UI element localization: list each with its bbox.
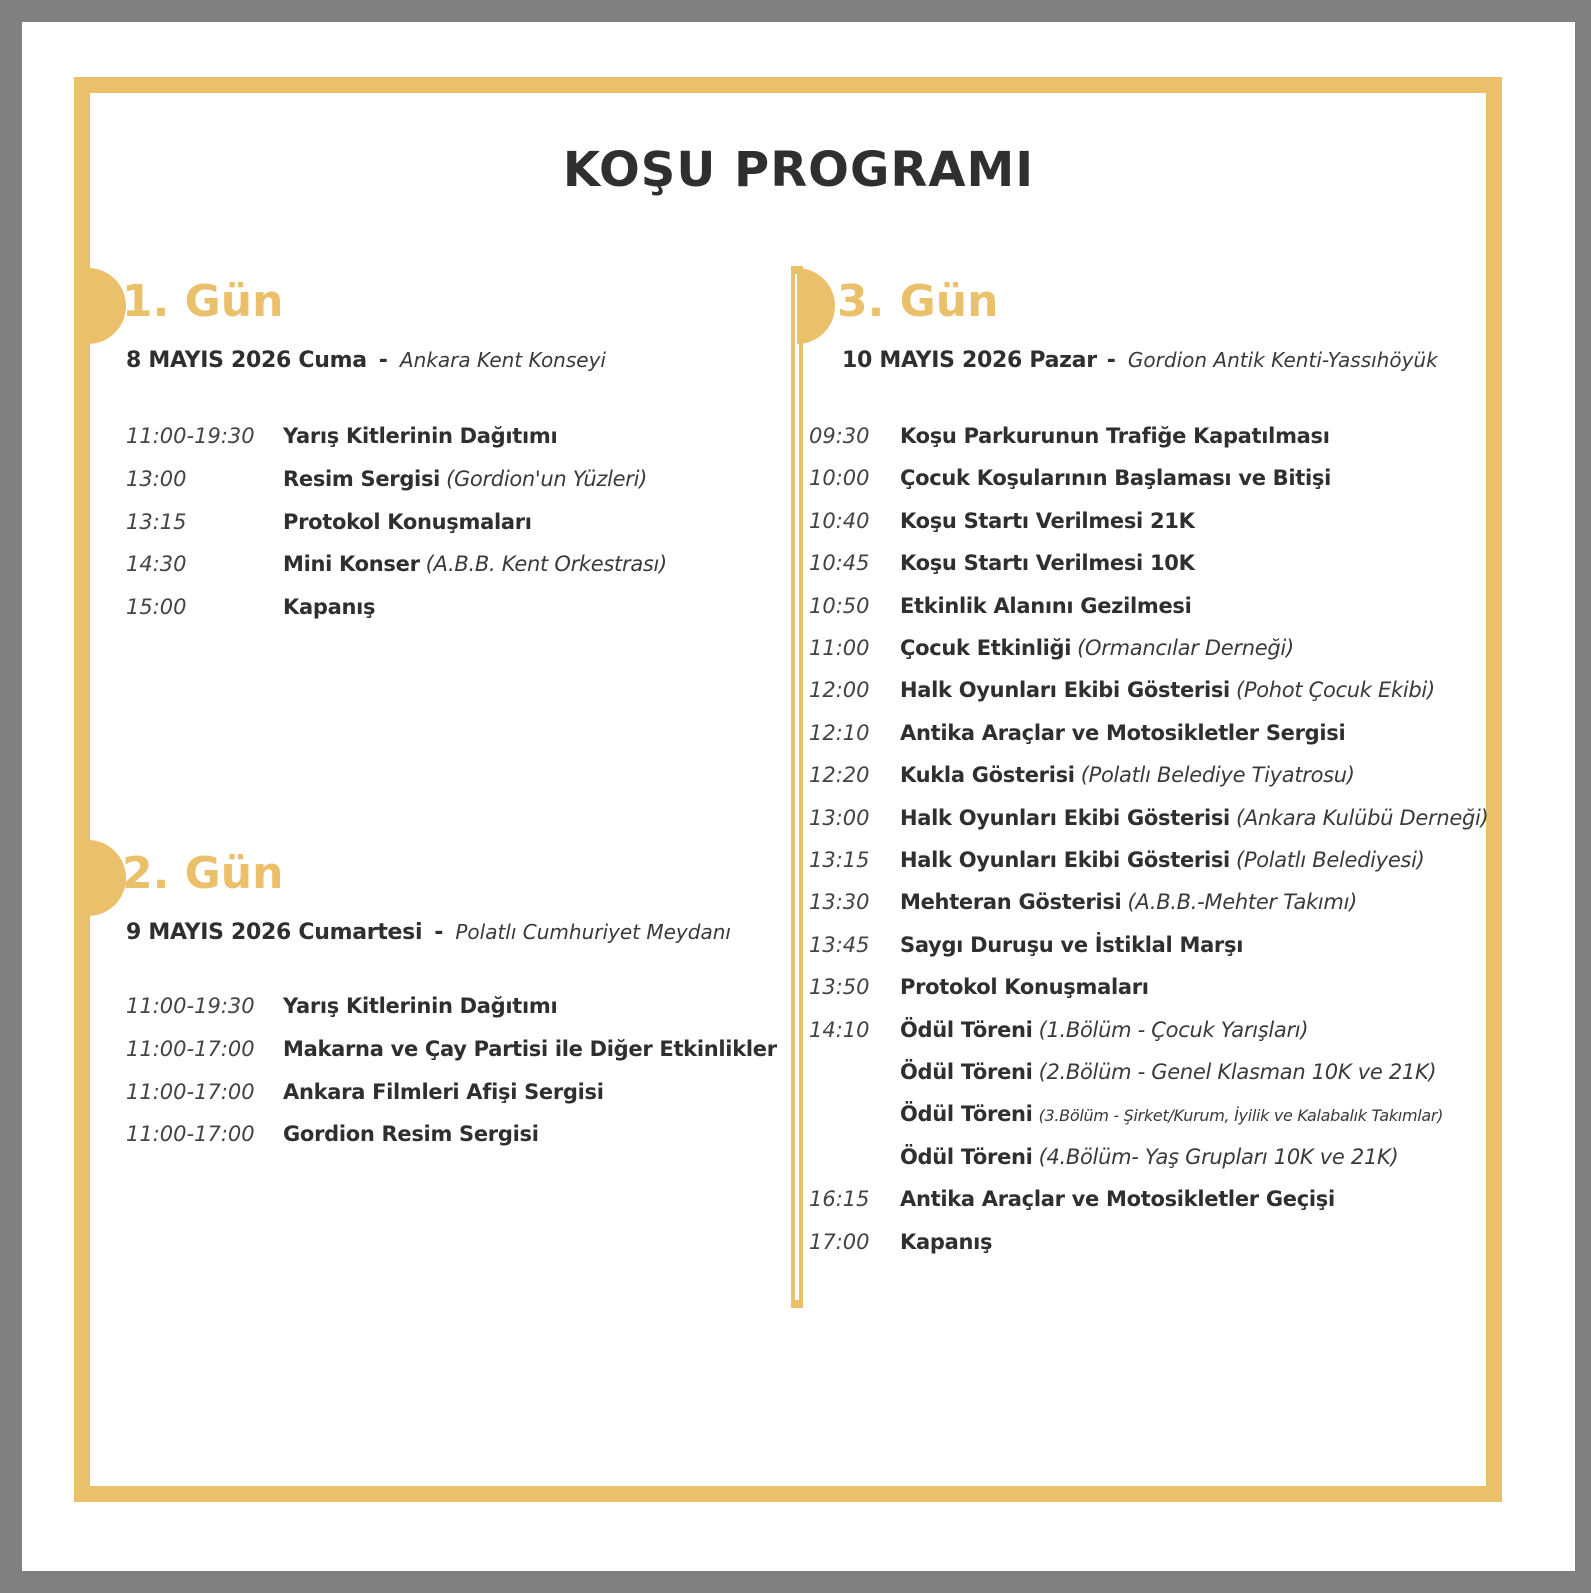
schedule-event (283, 1037, 777, 1061)
schedule-event (900, 636, 1294, 660)
day-3-subtitle (842, 348, 1438, 373)
schedule-event (900, 848, 1425, 872)
day-2-separator: - (434, 920, 444, 945)
column-divider-inner (795, 274, 799, 1300)
schedule-event (900, 933, 1243, 957)
schedule-event (900, 594, 1192, 618)
schedule-event-name: Mini Konser (283, 552, 420, 577)
schedule-event (900, 1230, 992, 1254)
schedule-time: 13:30 (809, 890, 870, 915)
schedule-time: 10:50 (809, 593, 870, 618)
schedule-time: 12:10 (809, 720, 870, 745)
schedule-event (900, 806, 1488, 830)
schedule-time: 13:00 (809, 805, 870, 830)
schedule-event (900, 466, 1331, 490)
schedule-event-note: (A.B.B.-Mehter Takımı) (1127, 890, 1358, 915)
schedule-event-note: (1.Bölüm - Çocuk Yarışları) (1038, 1017, 1309, 1042)
schedule-event-name: Koşu Startı Verilmesi 10K (900, 551, 1195, 576)
schedule-time: 14:10 (809, 1017, 870, 1042)
schedule-event-note: (Gordion'un Yüzleri) (446, 466, 648, 491)
schedule-event-name: Ödül Töreni (900, 1144, 1033, 1169)
schedule-event-name: Protokol Konuşmaları (283, 509, 532, 534)
schedule-event (900, 1187, 1335, 1211)
schedule-event (283, 424, 557, 448)
schedule-event-name: Ödül Töreni (900, 1102, 1033, 1127)
program-sheet (22, 22, 1575, 1571)
schedule-event (283, 1122, 539, 1146)
schedule-event (283, 510, 532, 534)
schedule-time: 11:00-19:30 (126, 424, 255, 448)
day-2-subtitle (126, 920, 731, 945)
schedule-time: 16:15 (809, 1187, 870, 1212)
schedule-event-name: Makarna ve Çay Partisi ile Diğer Etkinlikler (283, 1036, 777, 1061)
day-3-title: 3. Gün (837, 276, 999, 327)
schedule-event (900, 721, 1345, 745)
schedule-event-name: Çocuk Koşularının Başlaması ve Bitişi (900, 466, 1332, 491)
schedule-event-name: Halk Oyunları Ekibi Gösterisi (900, 678, 1230, 703)
schedule-event-name: Kapanış (283, 595, 376, 620)
schedule-event-name: Resim Sergisi (283, 466, 441, 491)
schedule-time: 13:15 (809, 848, 870, 872)
schedule-event-name: Yarış Kitlerinin Dağıtımı (283, 994, 558, 1018)
schedule-event (900, 975, 1149, 999)
schedule-event (283, 467, 647, 491)
schedule-event-name: Saygı Duruşu ve İstiklal Marşı (900, 932, 1244, 957)
schedule-event (283, 1080, 604, 1104)
schedule-event (283, 994, 557, 1018)
day-1-subtitle (126, 348, 606, 373)
schedule-event-name: Koşu Startı Verilmesi 21K (900, 508, 1195, 533)
schedule-time: 10:45 (809, 551, 870, 576)
schedule-time: 09:30 (809, 424, 870, 448)
schedule-event-name: Yarış Kitlerinin Dağıtımı (283, 424, 558, 448)
gold-frame (74, 77, 1502, 1502)
schedule-event-note: (Ormancılar Derneği) (1077, 636, 1294, 660)
schedule-event-name: Ödül Töreni (900, 1017, 1033, 1042)
schedule-event (900, 551, 1195, 575)
schedule-event-name: Mehteran Gösterisi (900, 890, 1122, 915)
schedule-time: 11:00-17:00 (126, 1122, 255, 1147)
schedule-event (283, 552, 667, 576)
day-2-location: Polatlı Cumhuriyet Meydanı (455, 920, 731, 944)
schedule-event-name: Çocuk Etkinliği (900, 636, 1072, 660)
schedule-event-note: (3.Bölüm - Şirket/Kurum, İyilik ve Kalabalık Takımlar) (1038, 1106, 1444, 1126)
day-3-location: Gordion Antik Kenti-Yassıhöyük (1127, 348, 1438, 372)
schedule-event-name: Kapanış (900, 1229, 993, 1254)
schedule-time: 13:50 (809, 975, 870, 1000)
schedule-event-note: (4.Bölüm- Yaş Grupları 10K ve 21K) (1038, 1144, 1399, 1169)
schedule-event-note: (Polatlı Belediye Tiyatrosu) (1080, 763, 1355, 788)
day-1-date: 8 MAYIS 2026 Cuma (126, 348, 367, 373)
schedule-event (900, 1102, 1443, 1126)
schedule-time: 11:00-19:30 (126, 994, 255, 1018)
schedule-event (283, 595, 375, 619)
schedule-time: 13:45 (809, 932, 870, 957)
schedule-event-note: (Pohot Çocuk Ekibi) (1235, 678, 1435, 703)
schedule-time: 11:00-17:00 (126, 1079, 255, 1104)
schedule-event-note: (Ankara Kulübü Derneği) (1235, 805, 1489, 830)
schedule-event (900, 509, 1195, 533)
schedule-event-note: (Polatlı Belediyesi) (1235, 848, 1425, 872)
schedule-event-name: Etkinlik Alanını Gezilmesi (900, 593, 1192, 618)
schedule-event-name: Antika Araçlar ve Motosikletler Geçişi (900, 1187, 1335, 1212)
schedule-time: 13:15 (126, 509, 187, 534)
day-1-separator: - (378, 348, 388, 373)
day-1-title: 1. Gün (122, 276, 284, 327)
schedule-time: 15:00 (126, 595, 187, 620)
schedule-event-name: Koşu Parkurunun Trafiğe Kapatılması (900, 424, 1330, 448)
schedule-event-name: Antika Araçlar ve Motosikletler Sergisi (900, 720, 1346, 745)
day-3-separator: - (1106, 348, 1116, 373)
day-1-location: Ankara Kent Konseyi (399, 348, 606, 372)
schedule-event-note: (A.B.B. Kent Orkestrası) (425, 552, 667, 577)
schedule-time: 11:00 (809, 636, 870, 660)
schedule-event-name: Gordion Resim Sergisi (283, 1122, 539, 1147)
schedule-event-name: Ödül Töreni (900, 1060, 1033, 1084)
schedule-event (900, 678, 1435, 702)
day-2-date: 9 MAYIS 2026 Cumartesi (126, 920, 423, 945)
page-title: KOŞU PROGRAMI (562, 142, 1035, 198)
schedule-event-note: (2.Bölüm - Genel Klasman 10K ve 21K) (1038, 1060, 1437, 1084)
schedule-time: 13:00 (126, 466, 187, 491)
schedule-time: 12:20 (809, 763, 870, 788)
schedule-event-name: Ankara Filmleri Afişi Sergisi (283, 1079, 604, 1104)
day-3-date: 10 MAYIS 2026 Pazar (842, 348, 1097, 373)
schedule-event (900, 424, 1330, 448)
schedule-event (900, 1018, 1308, 1042)
schedule-time: 10:40 (809, 508, 870, 533)
schedule-time: 10:00 (809, 466, 870, 491)
schedule-time: 11:00-17:00 (126, 1036, 255, 1061)
schedule-time: 14:30 (126, 552, 187, 577)
schedule-event-name: Halk Oyunları Ekibi Gösterisi (900, 805, 1230, 830)
schedule-time: 12:00 (809, 678, 870, 703)
schedule-event (900, 1145, 1398, 1169)
schedule-time: 17:00 (809, 1229, 870, 1254)
day-2-title: 2. Gün (122, 848, 284, 899)
schedule-event (900, 763, 1355, 787)
schedule-event-name: Kukla Gösterisi (900, 763, 1075, 788)
schedule-event-name: Halk Oyunları Ekibi Gösterisi (900, 848, 1230, 872)
schedule-event (900, 1060, 1436, 1084)
schedule-event-name: Protokol Konuşmaları (900, 975, 1149, 1000)
schedule-event (900, 890, 1357, 914)
